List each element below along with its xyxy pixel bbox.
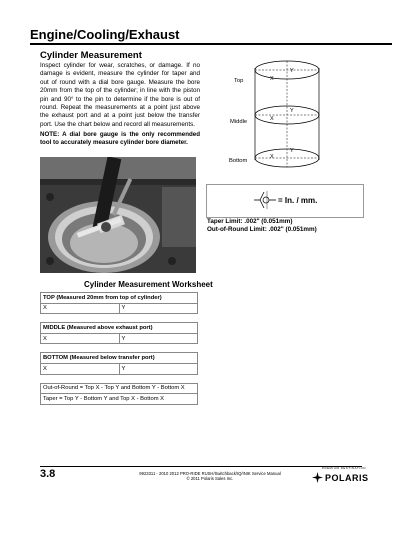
top-x-cell: X — [41, 303, 120, 314]
worksheet-row-bottom-header — [41, 353, 198, 364]
worksheet-row-middle-values — [41, 333, 198, 344]
bottom-x-cell: X — [41, 363, 120, 374]
top-header: TOP (Measured 20mm from top of cylinder) — [41, 293, 198, 304]
diagram-y-top: Y — [290, 68, 294, 74]
worksheet-row-top-header — [41, 293, 198, 304]
limits-block — [207, 218, 363, 234]
worksheet-title: Cylinder Measurement Worksheet — [84, 280, 213, 289]
worksheet-row-bottom-values — [41, 363, 198, 374]
copyright: © 2011 Polaris Sales Inc. — [186, 476, 234, 482]
worksheet-spacer — [41, 314, 198, 323]
logo-wordmark: POLARIS — [325, 472, 369, 483]
diagram-x-middle: X — [270, 116, 274, 122]
diagram-label-top: Top — [234, 78, 244, 84]
gauge-unit-text: = In. / mm. — [278, 196, 318, 205]
cylinder-photo-illustration — [40, 157, 196, 273]
dial-gauge-icon — [252, 188, 278, 212]
middle-header: MIDDLE (Measured above exhaust port) — [41, 323, 198, 334]
measurement-worksheet-table — [40, 292, 198, 405]
worksheet-spacer — [41, 374, 198, 383]
title-rule — [30, 43, 392, 45]
footer-rule — [40, 466, 362, 467]
worksheet-spacer — [41, 344, 198, 353]
worksheet-row-middle-header — [41, 323, 198, 334]
bore-measurement-diagram — [226, 52, 348, 178]
bottom-y-cell: Y — [119, 363, 198, 374]
top-y-cell: Y — [119, 303, 198, 314]
diagram-label-middle: Middle — [230, 119, 248, 125]
subsection-title: Cylinder Measurement — [40, 50, 142, 61]
page-number: 3.8 — [40, 468, 56, 480]
footer-text — [110, 471, 310, 482]
middle-x-cell: X — [41, 333, 120, 344]
manual-title: 9923311 - 2010 2012 PRO-RIDE RUSH/Switchback/IQ/INIK Service Manual — [139, 471, 281, 476]
note-paragraph: NOTE: A dial bore gauge is the only recommended tool to accurately measure cylinder bore diameter. — [40, 131, 200, 147]
worksheet-row-taper — [41, 394, 198, 405]
section-title: Engine/Cooling/Exhaust — [30, 27, 180, 42]
diagram-x-bottom: X — [270, 154, 274, 160]
out-of-round-limit: Out-of-Round Limit: .002" (0.051mm) — [207, 226, 317, 233]
body-paragraph: Inspect cylinder for wear, scratches, or damage. If no damage is evident, measure the cylinder for taper and out of round with a dial bore gauge. Measure the bore 20mm from the top of the cylinder; in line with the piston pin and 90° to the pin to determine if the bore is out of round. Repeat the measurements at a point just above the exhaust port and at a point just below the transfer port. Use the chart below and record all measurements. — [40, 62, 200, 128]
cylinder-photo — [40, 157, 196, 273]
worksheet-row-out-of-round — [41, 383, 198, 394]
worksheet-row-top-values — [41, 303, 198, 314]
brand-tagline: PREMIUM DESTINATION — [322, 466, 366, 470]
bottom-header: BOTTOM (Measured below transfer port) — [41, 353, 198, 364]
diagram-x-top: X — [270, 76, 274, 82]
diagram-y-middle: Y — [290, 108, 294, 114]
diagram-y-bottom: Y — [290, 148, 294, 154]
diagram-label-bottom: Bottom — [229, 158, 248, 164]
middle-y-cell: Y — [119, 333, 198, 344]
polaris-star-icon — [312, 472, 323, 483]
polaris-logo — [312, 472, 369, 483]
taper-formula: Taper = Top Y - Bottom Y and Top X - Bottom X — [41, 394, 198, 405]
out-of-round-formula: Out-of-Round = Top X - Top Y and Bottom Y - Bottom X — [41, 383, 198, 394]
taper-limit: Taper Limit: .002" (0.051mm) — [207, 218, 293, 225]
